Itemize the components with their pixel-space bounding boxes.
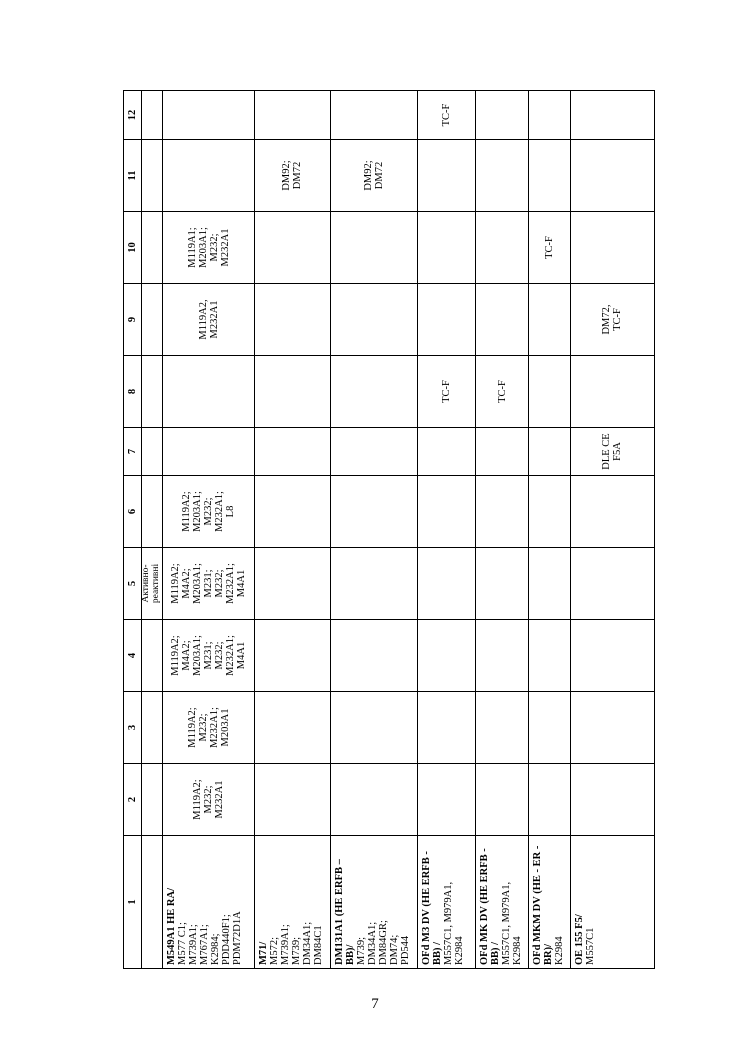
cell-line: TC-F <box>441 380 453 403</box>
table-cell <box>163 548 254 620</box>
table-cell <box>163 692 254 764</box>
table-cell <box>476 212 529 284</box>
cell-line: M203A1; <box>197 227 209 268</box>
table-cell <box>570 692 654 764</box>
table-cell <box>163 91 254 140</box>
cell-line: M203A1; <box>192 491 204 532</box>
table-cell <box>254 548 330 620</box>
cell-line: M203A1 <box>219 708 231 747</box>
cell-line: M232; <box>214 569 226 598</box>
table-cell <box>330 140 417 212</box>
row-label-cell <box>330 836 417 969</box>
table-cell <box>570 284 654 356</box>
cell-line: M232; <box>203 785 215 814</box>
table-cell <box>476 91 529 140</box>
subheader-cell <box>141 620 163 692</box>
column-number: 10 <box>124 212 142 284</box>
table-cell <box>529 476 571 548</box>
ammunition-compatibility-table <box>123 90 655 969</box>
cell-line: DM92; <box>281 160 293 191</box>
row-extra-line: M572; <box>268 936 280 965</box>
cell-line: M203A1; <box>192 563 204 604</box>
column-number: 9 <box>124 284 142 356</box>
column-number-row <box>124 91 142 969</box>
row-name: OE 155 F5/ <box>573 914 585 965</box>
cell-line: M119A2; <box>170 563 182 604</box>
cell-line: M231; <box>203 569 215 598</box>
row-extra-line: K2984 <box>454 936 466 965</box>
subheader-cell <box>141 476 163 548</box>
row-extra-line: PDD440F1; <box>221 914 233 965</box>
table-cell <box>254 356 330 428</box>
row-extra-line: M557C1, M979A1, <box>501 881 513 965</box>
table-cell <box>529 620 571 692</box>
row-extra-line: K2984 <box>554 936 566 965</box>
row-extra-line: M577 C1; <box>177 922 189 965</box>
row-name: OFd MKM DV (HE - ER - BR)/ <box>532 845 555 965</box>
table-cell <box>476 476 529 548</box>
table-cell <box>418 91 476 140</box>
row-label-cell <box>529 836 571 969</box>
cell-line: M119A1; <box>186 227 198 268</box>
table-cell <box>418 212 476 284</box>
rotated-table-wrapper <box>123 91 655 969</box>
table-cell <box>529 140 571 212</box>
table-cell <box>476 764 529 836</box>
table-cell <box>570 428 654 476</box>
table-cell <box>570 764 654 836</box>
row-extra-line: DM34A1; <box>301 921 313 965</box>
table-cell <box>330 620 417 692</box>
row-name: M549A1 HE RA/ <box>166 888 178 965</box>
table-cell <box>570 91 654 140</box>
row-label-cell <box>418 836 476 969</box>
table-cell <box>163 356 254 428</box>
cell-line: M232; <box>197 713 209 742</box>
table-cell <box>418 620 476 692</box>
table-cell <box>163 212 254 284</box>
table-cell <box>570 548 654 620</box>
row-extra-line: M557C1 <box>584 927 596 965</box>
table-cell <box>163 284 254 356</box>
column-number: 11 <box>124 140 142 212</box>
table-cell <box>476 140 529 212</box>
table-cell <box>330 284 417 356</box>
page-number: 7 <box>371 996 379 1012</box>
cell-line: M119A2; <box>192 779 204 820</box>
table-cell <box>254 476 330 548</box>
table-cell <box>330 428 417 476</box>
table-cell <box>476 428 529 476</box>
row-name: OFd M3 DV (HE ERFB - BB) / <box>421 851 444 965</box>
table-cell <box>254 212 330 284</box>
table-cell <box>254 91 330 140</box>
row-extra-line: M739A1; <box>188 924 200 965</box>
table-row <box>476 91 529 969</box>
table-cell <box>570 476 654 548</box>
cell-line: M4A2; <box>181 568 193 599</box>
table-cell <box>529 212 571 284</box>
cell-line: TC-F <box>441 103 453 127</box>
table-cell <box>529 692 571 764</box>
row-extra-line: PDM72D1A <box>232 911 244 965</box>
row-label-cell <box>163 836 254 969</box>
table-cell <box>330 476 417 548</box>
column-number: 3 <box>124 692 142 764</box>
subheader-row <box>141 91 163 969</box>
subheader-label: Активно-реактивні <box>141 548 163 620</box>
row-name: OFd MK DV (HE ERFB - BB) / <box>479 848 502 965</box>
cell-line: M232; <box>214 641 226 670</box>
table-cell <box>476 284 529 356</box>
table-cell <box>163 764 254 836</box>
cell-line: M232A1; <box>208 707 220 748</box>
table-row <box>330 91 417 969</box>
row-extra-line: DM84C1 <box>312 925 324 965</box>
cell-line: DM92; <box>362 160 374 191</box>
table-cell <box>254 764 330 836</box>
cell-line: DLE CE <box>601 433 613 470</box>
cell-line: TC-F <box>612 308 624 331</box>
table-cell <box>476 620 529 692</box>
subheader-cell <box>141 212 163 284</box>
table-cell <box>254 284 330 356</box>
table-cell <box>476 548 529 620</box>
table-cell <box>529 91 571 140</box>
cell-line: M232A1 <box>208 300 220 339</box>
cell-line: DM72, <box>601 304 613 335</box>
subheader-cell <box>141 91 163 140</box>
subheader-cell <box>141 140 163 212</box>
column-number: 1 <box>124 836 142 969</box>
cell-line: M232A1; <box>214 491 226 532</box>
table-cell <box>570 140 654 212</box>
column-number: 6 <box>124 476 142 548</box>
cell-line: L8 <box>225 505 237 518</box>
cell-line: M119A2; <box>186 707 198 748</box>
cell-line: DM72 <box>373 161 385 190</box>
subheader-cell <box>141 284 163 356</box>
table-cell <box>570 212 654 284</box>
table-cell <box>529 356 571 428</box>
subheader-cell <box>141 428 163 476</box>
table-cell <box>418 764 476 836</box>
subheader-cell <box>141 764 163 836</box>
column-number: 5 <box>124 548 142 620</box>
table-row <box>529 91 571 969</box>
column-number: 8 <box>124 356 142 428</box>
table-cell <box>163 140 254 212</box>
row-extra-line: M739; <box>290 936 302 965</box>
table-cell <box>254 140 330 212</box>
table-row <box>163 91 254 969</box>
table-cell <box>418 284 476 356</box>
subheader-cell <box>141 836 163 969</box>
row-name: DM131A1 (HE ERFB – BB)/ <box>333 859 356 965</box>
cell-line: M4A1 <box>236 569 248 598</box>
subheader-cell <box>141 692 163 764</box>
column-number: 2 <box>124 764 142 836</box>
cell-line: M4A1 <box>236 641 248 670</box>
row-label-cell <box>570 836 654 969</box>
cell-line: M232A1 <box>214 780 226 819</box>
cell-line: M232A1; <box>225 635 237 676</box>
cell-line: M119A2, <box>197 299 209 340</box>
table-cell <box>418 692 476 764</box>
row-label-cell <box>476 836 529 969</box>
table-cell <box>476 692 529 764</box>
cell-line: TC-F <box>544 236 555 259</box>
table-cell <box>570 620 654 692</box>
cell-line: M232A1 <box>219 228 231 267</box>
table-cell <box>254 692 330 764</box>
table-cell <box>418 476 476 548</box>
row-extra-line: M767A1; <box>199 924 211 965</box>
table-cell <box>330 548 417 620</box>
column-number: 4 <box>124 620 142 692</box>
table-cell <box>418 548 476 620</box>
table-cell <box>529 284 571 356</box>
row-extra-line: PD544 <box>399 935 411 965</box>
table-cell <box>330 91 417 140</box>
table-cell <box>330 692 417 764</box>
cell-line: M4A2; <box>181 640 193 671</box>
table-sheet <box>123 91 655 969</box>
row-extra-line: M739A1; <box>279 924 291 965</box>
table-cell <box>163 620 254 692</box>
table-cell <box>163 476 254 548</box>
column-number: 7 <box>124 428 142 476</box>
row-extra-line: M739; <box>355 936 367 965</box>
table-cell <box>476 356 529 428</box>
row-name: M71/ <box>257 941 269 965</box>
table-cell <box>254 620 330 692</box>
subheader-cell <box>141 356 163 428</box>
cell-line: DM72 <box>292 161 304 190</box>
table-cell <box>418 428 476 476</box>
cell-line: M232; <box>203 497 215 526</box>
table-cell <box>330 212 417 284</box>
table-row <box>570 91 654 969</box>
table-cell <box>418 356 476 428</box>
cell-line: TC-F <box>496 380 508 403</box>
table-cell <box>529 764 571 836</box>
table-cell <box>570 356 654 428</box>
cell-line: M232; <box>208 233 220 262</box>
table-cell <box>254 428 330 476</box>
table-cell <box>418 140 476 212</box>
table-row <box>418 91 476 969</box>
cell-line: F5A <box>612 442 624 461</box>
row-extra-line: DM84GR; <box>377 920 389 965</box>
row-extra-line: M557C1, M979A1, <box>443 881 455 965</box>
cell-line: M119A2; <box>170 635 182 676</box>
cell-line: M203A1; <box>192 635 204 676</box>
row-extra-line: DM74; <box>388 934 400 965</box>
cell-line: M232A1; <box>225 563 237 604</box>
cell-line: M231; <box>203 641 215 670</box>
table-cell <box>330 356 417 428</box>
row-extra-line: DM34A1; <box>366 921 378 965</box>
table-row <box>254 91 330 969</box>
table-cell <box>529 548 571 620</box>
cell-line: M119A2; <box>181 491 193 532</box>
table-cell <box>529 428 571 476</box>
row-label-cell <box>254 836 330 969</box>
row-extra-line: K2984 <box>512 936 524 965</box>
row-extra-line: K2984; <box>210 933 222 965</box>
table-cell <box>330 764 417 836</box>
table-cell <box>163 428 254 476</box>
column-number: 12 <box>124 91 142 140</box>
